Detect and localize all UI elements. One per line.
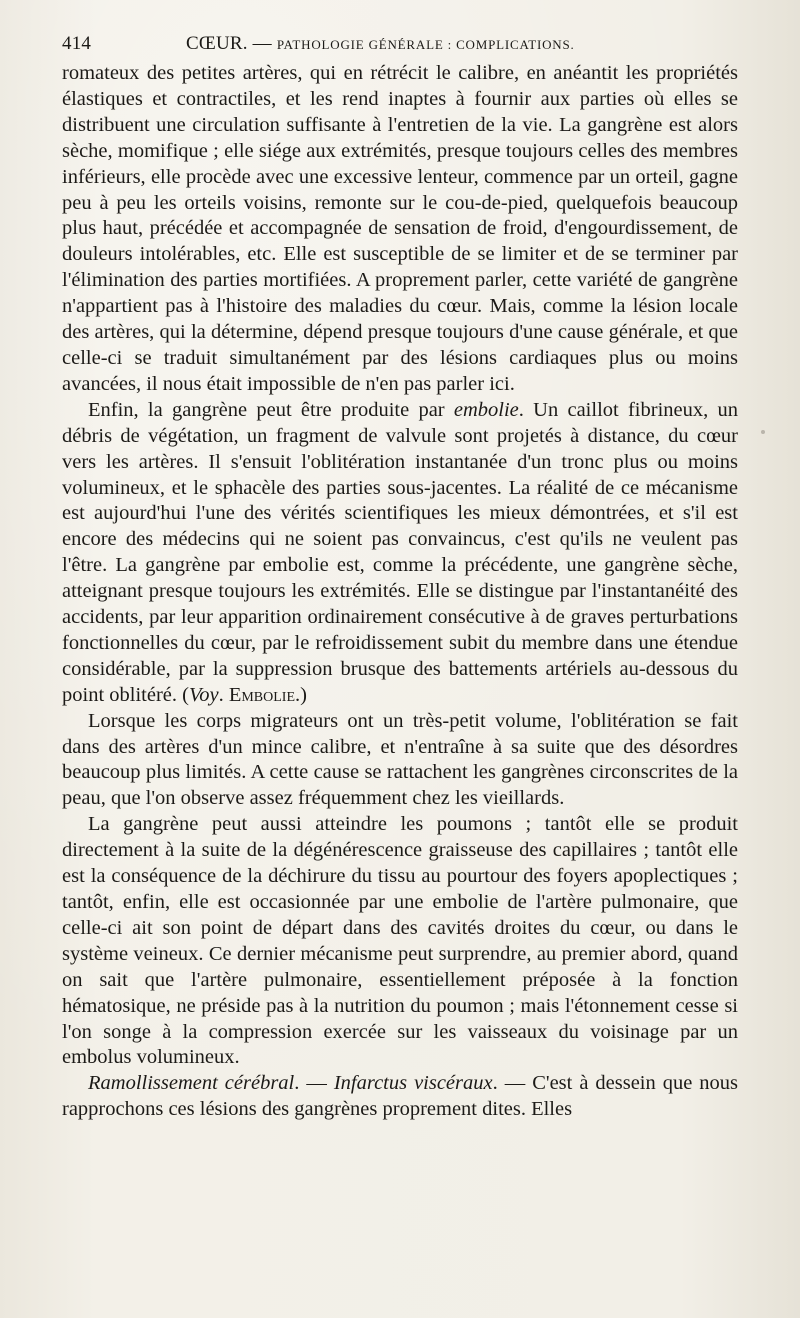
running-head-subtitle: PATHOLOGIE GÉNÉRALE : COMPLICATIONS. (276, 37, 575, 52)
running-head-separator: — (247, 33, 277, 54)
running-head-title: CŒUR. (186, 33, 248, 54)
cross-ref-voy: Voy (188, 683, 219, 706)
paragraph-embolie-text-c: . (218, 683, 229, 706)
section-heading-ramollissement: Ramollissement cérébral (88, 1072, 295, 1095)
paper-speck (761, 430, 765, 434)
paragraph-continuation: romateux des petites artères, qui en rétrécit le calibre, en anéantit les propriétés élastiques et contractiles, et les rend inaptes à fournir aux parties où elles se distribuent une circulation suffisante à l'entretien de la vie. La gangrène est alors sèche, momifique ; elle siége aux extrémités, presque toujours celles des membres inférieurs, elle procède avec une excessive lenteur, commence par un orteil, gagne peu à peu les orteils voisins, remonte sur le cou-de-pied, quelquefois beaucoup plus haut, précédée et accompagnée de sensation de froid, d'engourdissement, de douleurs intolérables, etc. Elle est susceptible de se limiter et de se terminer par l'élimination des parties mortifiées. A proprement parler, cette variété de gangrène n'appartient pas à l'histoire des maladies du cœur. Mais, comme la lésion locale des artères, qui la détermine, dépend presque toujours d'une cause générale, et que celle-ci se traduit simultanément par des lésions cardiaques plus ou moins avancées, il nous était impossible de n'en pas parler ici. (62, 62, 738, 395)
paragraph-petit-volume: Lorsque les corps migrateurs ont un très-petit volume, l'oblitération se fait dans des artères d'un mince calibre, et n'entraîne à sa suite que des désordres beaucoup plus limités. A cette cause se rattachent les gangrènes circonscrites de la peau, que l'on observe assez fréquemment chez les vieillards. (62, 709, 738, 810)
paragraph-embolie (62, 398, 738, 709)
paragraph-poumons: La gangrène peut aussi atteindre les poumons ; tantôt elle se produit directement à la suite de la dégénérescence graisseuse des capillaires ; tantôt elle est la conséquence de la déchirure du tissu au pourtour des foyers apoplectiques ; tantôt, enfin, elle est occasionnée par une embolie de l'artère pulmonaire, que celle-ci ait son point de départ dans des cavités droites du cœur, ou dans le système veineux. Ce dernier mécanisme peut surprendre, au premier abord, quand on sait que l'artère pulmonaire, essentiellement préposée à la fonction hématosique, ne préside pas à la nutrition du poumon ; mais l'étonnement cesse si l'on songe à la compression exercée sur les vaisseaux du voisinage par un embolus volumineux. (62, 813, 738, 1069)
emphasis-embolie: embolie (453, 398, 519, 421)
cross-ref-embolie: Embolie (228, 683, 296, 706)
paragraph-embolie-text-d: .) (295, 683, 307, 706)
running-head (186, 30, 575, 59)
section-heading-infarctus: Infarctus viscéraux (333, 1072, 493, 1095)
body-text (62, 61, 738, 1123)
page-number: 414 (62, 33, 92, 54)
paragraph-embolie-text-b: . Un caillot fibrineux, un débris de végétation, un fragment de valvule sont projetés à distance, du cœur vers les artères. Il s'ensuit l'oblitération instantanée d'un tronc plus ou moins volumineux, et le sphacèle des parties sous-jacentes. La réalité de ce mécanisme est aujourd'hui l'une des vérités scientifiques les mieux démontrées, et s'il est encore des médecins qui ne soient pas convaincus, c'est qu'ils ne veulent pas l'être. La gangrène par embolie est, comme la précédente, une gangrène sèche, atteignant presque toujours les extrémités. Elle se distingue par l'instantanéité des accidents, par leur apparition ordinairement consécutive à de graves perturbations fonctionnelles du cœur, par le refroidissement subit du membre dans une étendue considérable, par la suppression brusque des battements artériels au-dessous du point oblitéré. ( (62, 398, 738, 706)
paragraph-embolie-text-a: Enfin, la gangrène peut être produite par (88, 398, 454, 421)
page-header (62, 30, 738, 58)
paragraph-ramollissement (62, 1071, 738, 1123)
heading-dash-1: . — (294, 1072, 334, 1095)
paragraph-ramollissement-text: C'est à dessein que nous rapprochons ces lésions des gangrènes proprement dites. Elles (62, 1072, 739, 1121)
heading-dash-2: . — (492, 1072, 533, 1095)
